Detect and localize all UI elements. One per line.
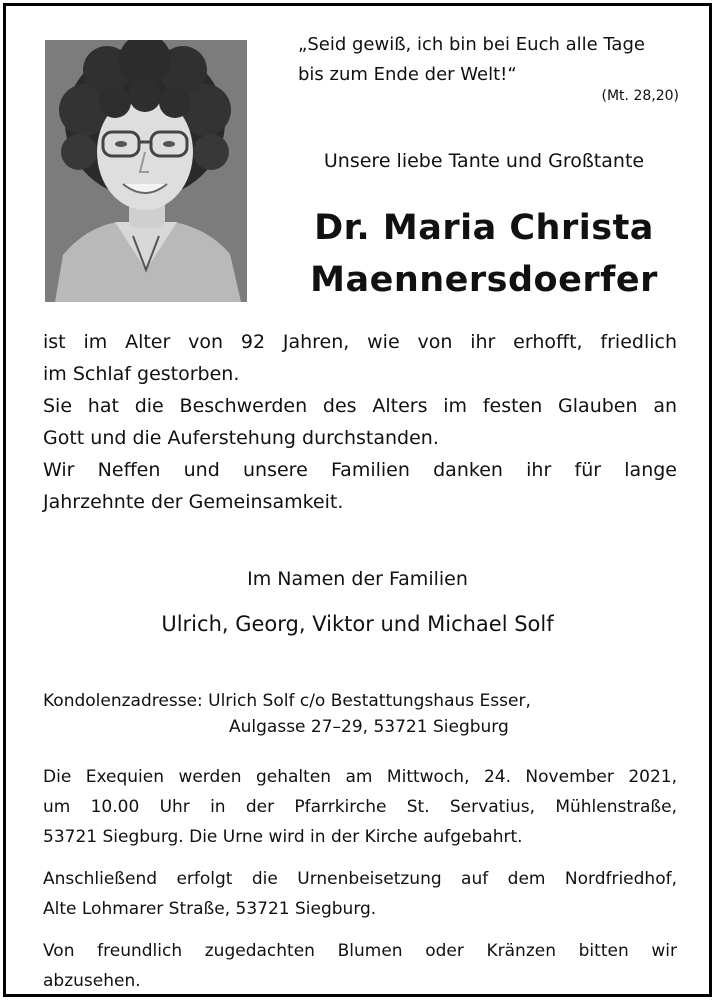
details-p2-line-2: Alte Lohmarer Straße, 53721 Siegburg. bbox=[43, 899, 377, 919]
body-line-4: Gott und die Auferstehung durchstanden. bbox=[43, 427, 439, 449]
address-line-1: Kondolenzadresse: Ulrich Solf c/o Bestattungshaus Esser, bbox=[43, 691, 531, 711]
bible-quote bbox=[298, 30, 688, 90]
signature-intro: Im Namen der Familien bbox=[247, 568, 468, 590]
quote-line-1: „Seid gewiß, ich bin bei Euch alle Tage bbox=[298, 34, 645, 55]
details-p3-line-1: Von freundlich zugedachten Blumen oder Kränzen bitten wir bbox=[43, 941, 677, 961]
portrait-image bbox=[45, 40, 247, 302]
signature-names: Ulrich, Georg, Viktor und Michael Solf bbox=[161, 612, 554, 636]
body-line-6: Jahrzehnte der Gemeinsamkeit. bbox=[43, 491, 344, 513]
condolence-address bbox=[43, 688, 683, 740]
portrait-photo bbox=[45, 40, 247, 302]
name-line-1: Dr. Maria Christa bbox=[314, 208, 654, 248]
body-line-1: ist im Alter von 92 Jahren, wie von ihr erhofft, friedlich bbox=[43, 331, 677, 353]
details-p2-line-1: Anschließend erfolgt die Urnenbeisetzung auf dem Nordfriedhof, bbox=[43, 869, 677, 889]
quote-line-2: bis zum Ende der Welt!“ bbox=[298, 64, 517, 85]
details-p1-line-3: 53721 Siegburg. Die Urne wird in der Kirche aufgebahrt. bbox=[43, 827, 523, 847]
body-line-2: im Schlaf gestorben. bbox=[43, 363, 240, 385]
obituary-body bbox=[43, 326, 677, 518]
details-p1-line-2: um 10.00 Uhr in der Pfarrkirche St. Servatius, Mühlenstraße, bbox=[43, 797, 677, 817]
details-p1-line-1: Die Exequien werden gehalten am Mittwoch, 24. November 2021, bbox=[43, 767, 677, 787]
service-details bbox=[43, 762, 677, 996]
address-line-2: Aulgasse 27–29, 53721 Siegburg bbox=[229, 717, 509, 737]
name-line-2: Maennersdoerfer bbox=[310, 260, 658, 300]
body-line-3: Sie hat die Beschwerden des Alters im festen Glauben an bbox=[43, 395, 677, 417]
details-p3-line-2: abzusehen. bbox=[43, 971, 141, 991]
quote-reference: (Mt. 28,20) bbox=[601, 88, 679, 104]
intro-text: Unsere liebe Tante und Großtante bbox=[323, 150, 645, 172]
body-line-5: Wir Neffen und unsere Familien danken ihr für lange bbox=[43, 459, 677, 481]
deceased-name bbox=[264, 202, 704, 306]
obituary-frame bbox=[3, 3, 712, 997]
